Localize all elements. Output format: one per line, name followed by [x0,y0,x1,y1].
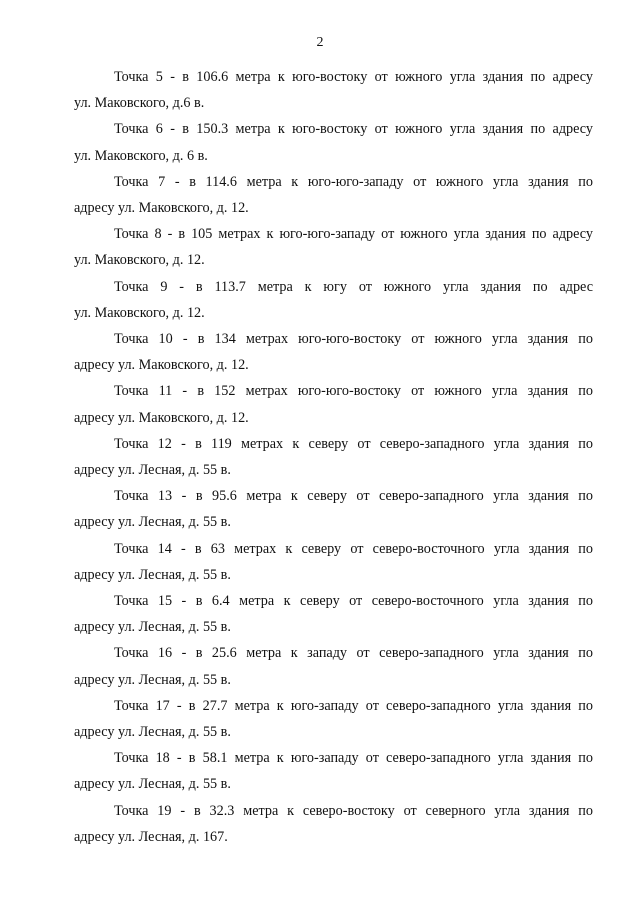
paragraph-first-line: Точка 14 - в 63 метрах к северу от северо-восточного угла здания по [114,540,593,557]
paragraph-first-line: Точка 18 - в 58.1 метра к юго-западу от северо-западного угла здания по [114,750,593,767]
paragraph-second-line: ул. Маковского, д. 12. [74,252,205,269]
paragraph-point-11 [74,378,593,430]
document-body [74,64,593,850]
paragraph-point-5 [74,64,593,116]
paragraph-first-line: Точка 16 - в 25.6 метра к западу от северо-западного угла здания по [114,645,593,662]
paragraph-first-line: Точка 7 - в 114.6 метра к юго-юго-западу от южного угла здания по [114,173,593,190]
paragraph-first-line: Точка 17 - в 27.7 метра к юго-западу от северо-западного угла здания по [114,697,593,714]
paragraph-second-line: адресу ул. Маковского, д. 12. [74,357,249,374]
paragraph-second-line: адресу ул. Лесная, д. 55 в. [74,724,231,741]
paragraph-point-15 [74,588,593,640]
paragraph-point-14 [74,536,593,588]
paragraph-first-line: Точка 10 - в 134 метрах юго-юго-востоку от южного угла здания по [114,331,593,348]
paragraph-first-line: Точка 11 - в 152 метрах юго-юго-востоку от южного угла здания по [114,383,593,400]
paragraph-first-line: Точка 5 - в 106.6 метра к юго-востоку от южного угла здания по адресу [114,69,593,85]
page-number: 2 [316,35,324,50]
paragraph-point-19 [74,798,593,850]
paragraph-second-line: адресу ул. Лесная, д. 55 в. [74,619,231,636]
paragraph-second-line: адресу ул. Лесная, д. 55 в. [74,776,231,793]
paragraph-first-line: Точка 9 - в 113.7 метра к югу от южного угла здания по адрес [114,278,593,295]
paragraph-second-line: адресу ул. Лесная, д. 55 в. [74,462,231,479]
paragraph-point-8 [74,221,593,273]
paragraph-point-9 [74,274,593,326]
paragraph-point-16 [74,640,593,692]
paragraph-point-12 [74,431,593,483]
paragraph-second-line: ул. Маковского, д. 6 в. [74,147,208,164]
paragraph-second-line: ул. Маковского, д. 12. [74,304,205,321]
paragraph-second-line: адресу ул. Лесная, д. 55 в. [74,514,231,531]
paragraph-first-line: Точка 13 - в 95.6 метра к северу от северо-западного угла здания по [114,488,593,505]
paragraph-second-line: адресу ул. Маковского, д. 12. [74,409,249,426]
paragraph-second-line: адресу ул. Маковского, д. 12. [74,200,249,217]
paragraph-first-line: Точка 12 - в 119 метрах к северу от северо-западного угла здания по [114,435,593,452]
paragraph-first-line: Точка 15 - в 6.4 метра к северу от северо-восточного угла здания по [114,593,593,610]
paragraph-first-line: Точка 6 - в 150.3 метра к юго-востоку от южного угла здания по адресу [114,121,593,138]
paragraph-second-line: адресу ул. Лесная, д. 55 в. [74,671,231,688]
paragraph-point-6 [74,116,593,168]
paragraph-point-17 [74,693,593,745]
paragraph-point-13 [74,483,593,535]
paragraph-first-line: Точка 19 - в 32.3 метра к северо-востоку от северного угла здания по [114,802,593,819]
paragraph-point-18 [74,745,593,797]
paragraph-second-line: адресу ул. Лесная, д. 55 в. [74,566,231,583]
paragraph-point-7 [74,169,593,221]
paragraph-second-line: ул. Маковского, д.6 в. [74,95,205,112]
paragraph-point-10 [74,326,593,378]
paragraph-second-line: адресу ул. Лесная, д. 167. [74,828,228,845]
paragraph-first-line: Точка 8 - в 105 метрах к юго-юго-западу от южного угла здания по адресу [114,226,593,243]
